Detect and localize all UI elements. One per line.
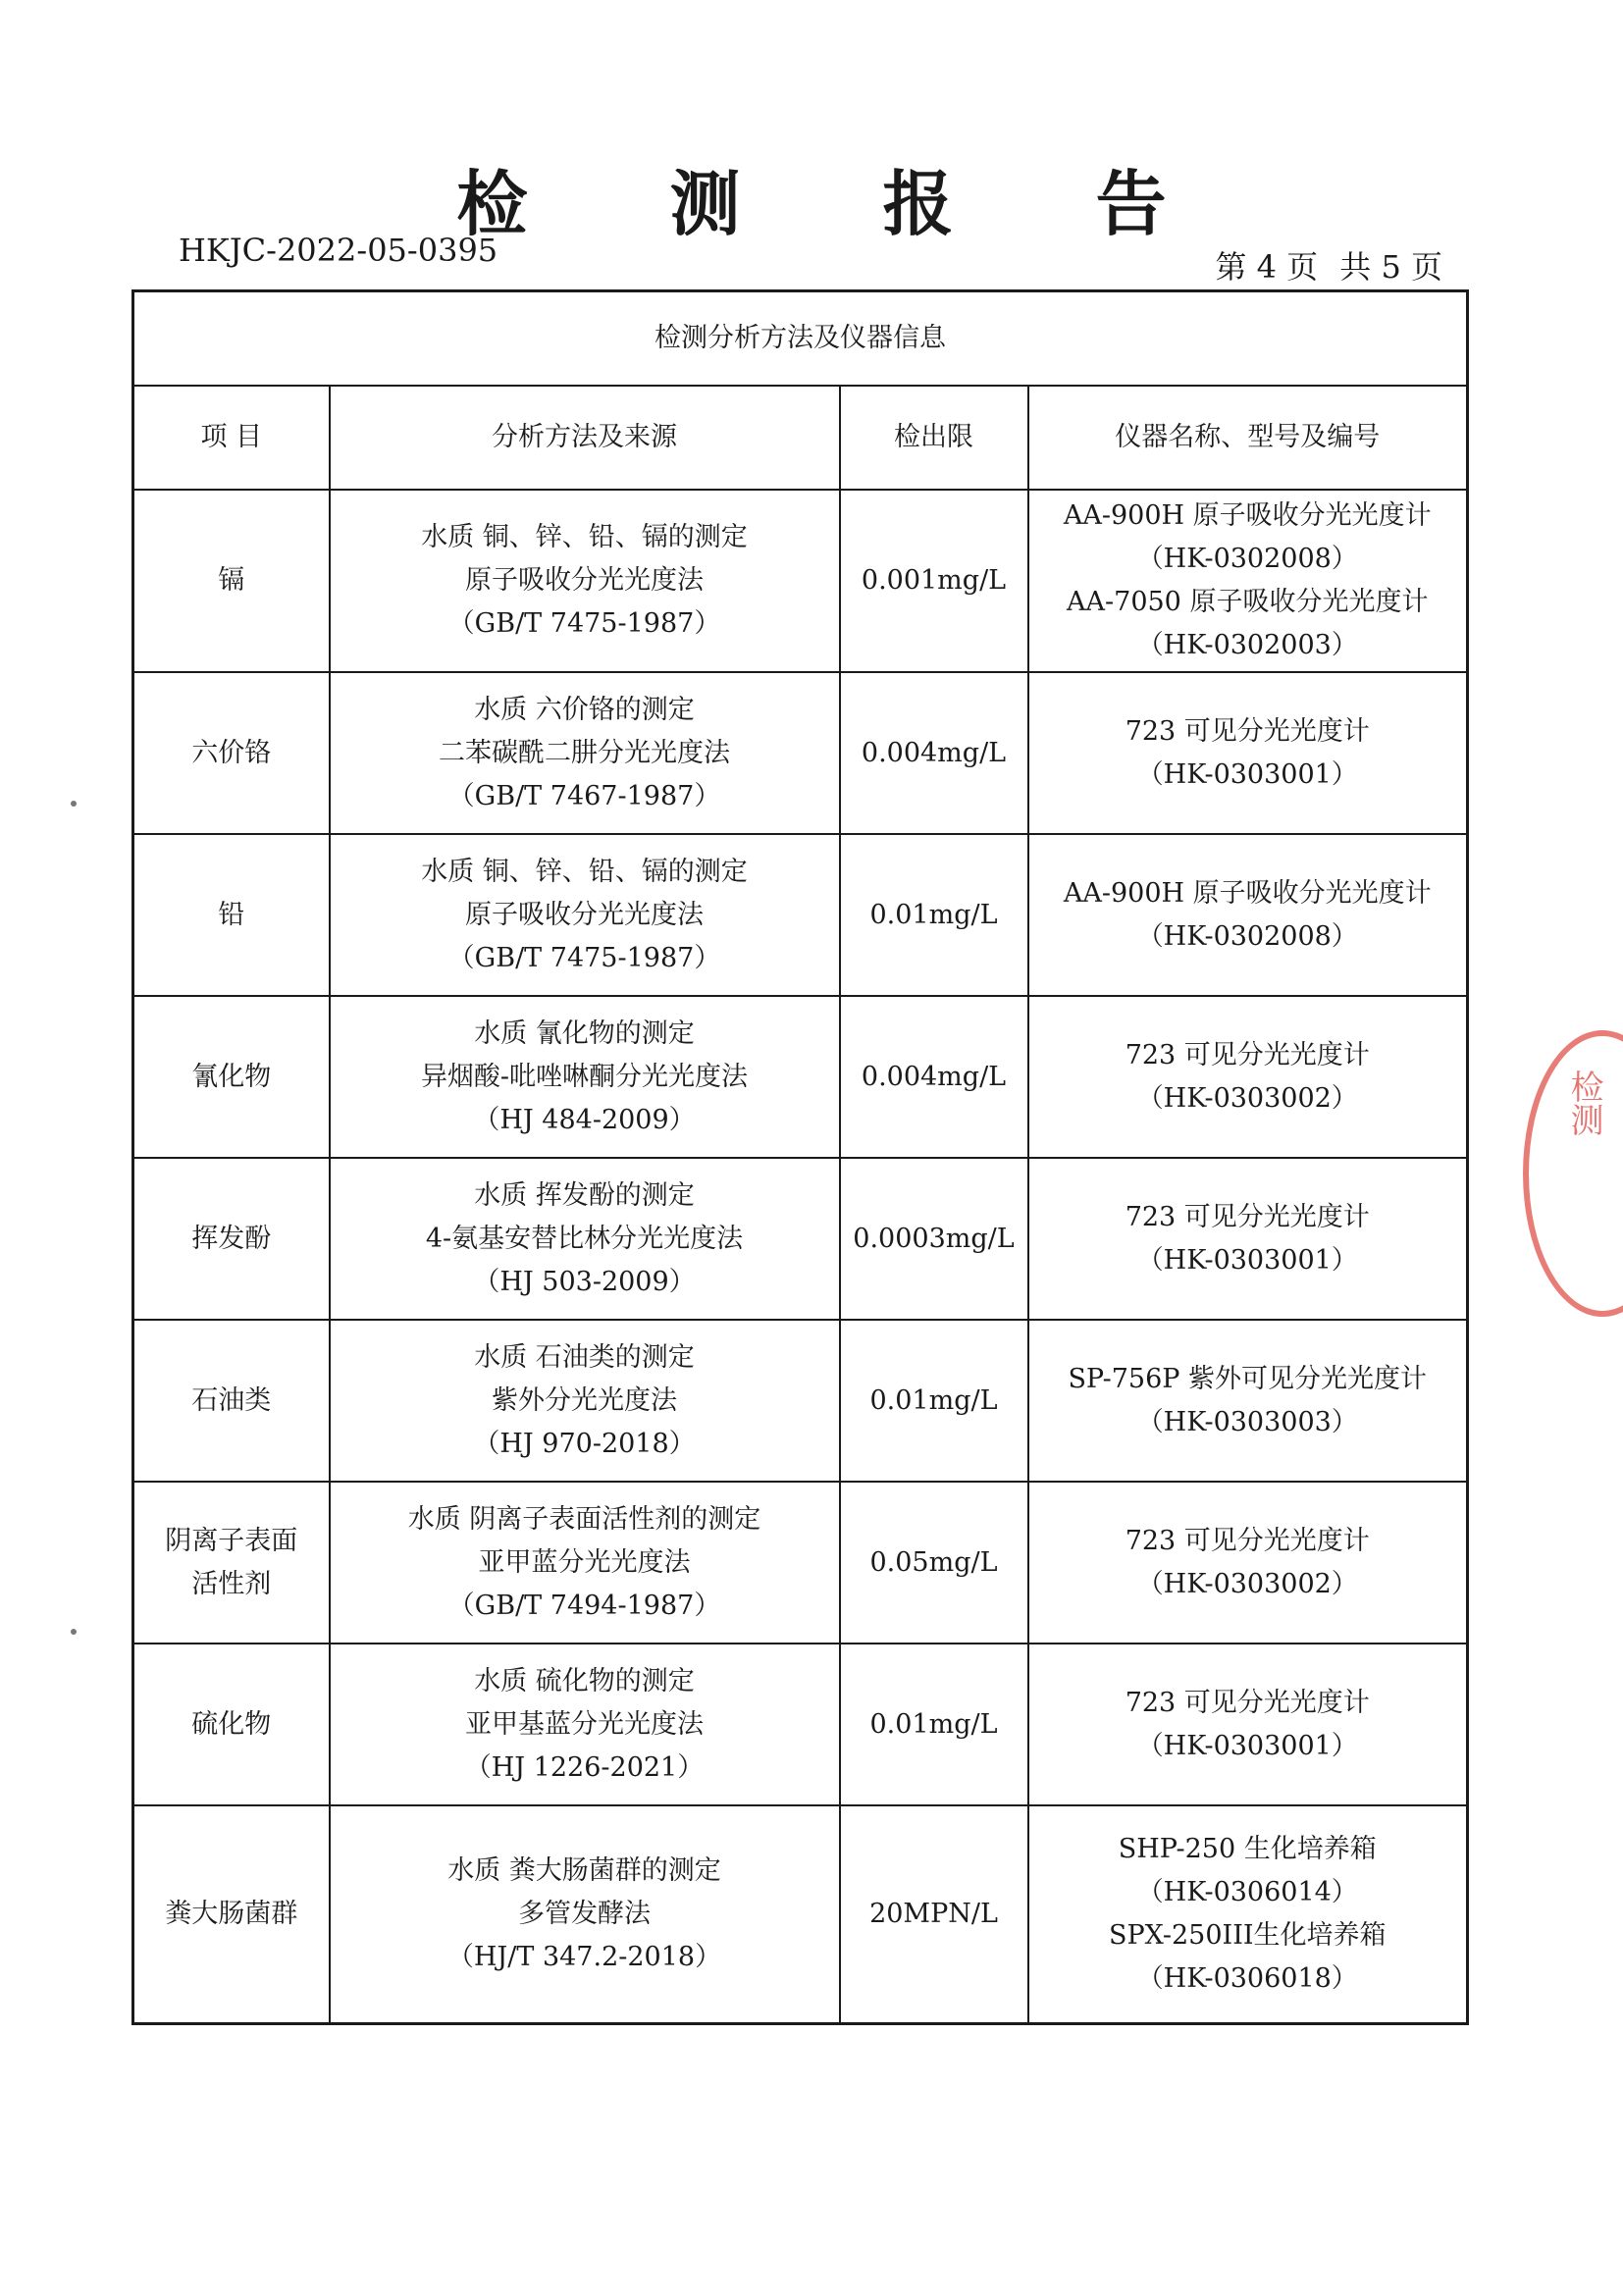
item-cell-line: 镉 — [218, 565, 245, 596]
instrument-cell-line: SP-756P 紫外可见分光光度计 — [1068, 1363, 1428, 1394]
limit-cell: 20MPN/L — [840, 1805, 1028, 2023]
instrument-cell-line: 723 可见分光光度计 — [1125, 1039, 1370, 1070]
method-cell-line: 异烟酸-吡唑啉酮分光光度法 — [420, 1061, 749, 1092]
method-cell-line: （GB/T 7467-1987） — [447, 780, 721, 811]
instrument-cell-line: AA-900H 原子吸收分光光度计 — [1063, 500, 1432, 531]
instrument-cell-line: （HK-0302008） — [1136, 544, 1358, 574]
item-cell-line: 硫化物 — [191, 1708, 272, 1740]
page-current: 第 4 页 — [1215, 248, 1319, 286]
item-cell — [133, 1320, 330, 1482]
limit-cell: 0.01mg/L — [840, 1320, 1028, 1482]
item-cell — [133, 834, 330, 996]
item-cell — [133, 996, 330, 1158]
instrument-cell-line: 723 可见分光光度计 — [1125, 1687, 1370, 1718]
report-number: HKJC-2022-05-0395 — [179, 232, 498, 269]
instrument-cell-line: （HK-0303001） — [1136, 1730, 1358, 1761]
instrument-cell-line: AA-900H 原子吸收分光光度计 — [1063, 877, 1432, 909]
item-cell-line: 活性剂 — [191, 1568, 272, 1599]
method-cell-line: 水质 硫化物的测定 — [474, 1665, 695, 1696]
method-cell-line: 水质 铜、锌、铅、镉的测定 — [421, 522, 748, 552]
scan-mark — [71, 801, 77, 807]
instrument-cell-line: （HK-0303001） — [1136, 758, 1358, 790]
method-cell-line: 水质 粪大肠菌群的测定 — [447, 1854, 721, 1886]
scan-mark — [71, 1629, 77, 1635]
method-cell — [330, 1158, 840, 1320]
table-header-row — [133, 386, 1468, 490]
method-cell — [330, 996, 840, 1158]
limit-cell: 0.004mg/L — [840, 672, 1028, 834]
limit-cell: 0.01mg/L — [840, 1644, 1028, 1805]
method-cell-line: 水质 六价铬的测定 — [474, 694, 695, 725]
instrument-cell-line: （HK-0302008） — [1136, 920, 1358, 952]
item-cell-line: 粪大肠菌群 — [165, 1898, 298, 1929]
item-cell-line: 石油类 — [191, 1384, 272, 1416]
instrument-cell — [1028, 834, 1468, 996]
header-item: 项 目 — [133, 386, 330, 490]
item-cell-line: 铅 — [218, 899, 245, 930]
method-cell-line: （GB/T 7475-1987） — [447, 942, 721, 973]
table-row — [133, 996, 1468, 1158]
table-row — [133, 1158, 1468, 1320]
method-cell-line: 原子吸收分光光度法 — [465, 565, 704, 596]
page-total: 共 5 页 — [1339, 248, 1442, 286]
method-cell-line: （GB/T 7494-1987） — [447, 1590, 721, 1621]
method-cell — [330, 672, 840, 834]
method-instrument-table — [131, 289, 1469, 2025]
limit-cell: 0.004mg/L — [840, 996, 1028, 1158]
stamp-text: 检测 — [1564, 1070, 1603, 1136]
item-cell — [133, 490, 330, 672]
item-cell — [133, 672, 330, 834]
limit-cell: 0.0003mg/L — [840, 1158, 1028, 1320]
method-cell — [330, 490, 840, 672]
header-method: 分析方法及来源 — [330, 386, 840, 490]
instrument-cell-line: （HK-0303002） — [1136, 1568, 1358, 1599]
instrument-cell — [1028, 1320, 1468, 1482]
method-cell-line: （HJ 970-2018） — [473, 1428, 696, 1459]
instrument-cell — [1028, 1482, 1468, 1644]
method-cell-line: 4-氨基安替比林分光光度法 — [425, 1223, 744, 1254]
method-cell — [330, 1320, 840, 1482]
method-cell-line: 水质 挥发酚的测定 — [474, 1179, 695, 1211]
method-cell-line: （HJ 503-2009） — [473, 1266, 696, 1297]
instrument-cell-line: 723 可见分光光度计 — [1125, 715, 1370, 747]
limit-cell: 0.001mg/L — [840, 490, 1028, 672]
item-cell — [133, 1482, 330, 1644]
header-limit: 检出限 — [840, 386, 1028, 490]
method-cell — [330, 1644, 840, 1805]
method-cell — [330, 1805, 840, 2023]
instrument-cell-line: 723 可见分光光度计 — [1125, 1525, 1370, 1556]
instrument-cell — [1028, 1158, 1468, 1320]
method-cell-line: （GB/T 7475-1987） — [447, 608, 721, 639]
instrument-cell-line: （HK-0303001） — [1136, 1244, 1358, 1276]
method-cell-line: （HJ 484-2009） — [473, 1104, 696, 1135]
item-cell — [133, 1805, 330, 2023]
instrument-cell-line: （HK-0306018） — [1136, 1962, 1358, 1994]
method-cell — [330, 1482, 840, 1644]
instrument-cell-line: （HK-0306014） — [1136, 1876, 1358, 1907]
method-cell-line: 紫外分光光度法 — [492, 1384, 677, 1416]
instrument-cell-line: SPX-250III生化培养箱 — [1108, 1919, 1387, 1951]
item-cell — [133, 1644, 330, 1805]
instrument-cell — [1028, 490, 1468, 672]
table-row — [133, 834, 1468, 996]
header-instrument: 仪器名称、型号及编号 — [1028, 386, 1468, 490]
limit-cell: 0.05mg/L — [840, 1482, 1028, 1644]
instrument-cell-line: AA-7050 原子吸收分光光度计 — [1067, 587, 1429, 617]
item-cell-line: 氰化物 — [191, 1061, 272, 1092]
method-cell-line: 水质 铜、锌、铅、镉的测定 — [421, 856, 748, 887]
method-cell-line: 水质 氰化物的测定 — [474, 1018, 695, 1049]
item-cell-line: 挥发酚 — [191, 1223, 272, 1254]
table-row — [133, 1320, 1468, 1482]
item-cell-line: 六价铬 — [191, 737, 272, 768]
method-cell-line: （HJ/T 347.2-2018） — [446, 1941, 722, 1972]
instrument-cell — [1028, 996, 1468, 1158]
instrument-cell — [1028, 1644, 1468, 1805]
table-row — [133, 1805, 1468, 2023]
table-row — [133, 1482, 1468, 1644]
table-row — [133, 672, 1468, 834]
method-cell-line: 水质 阴离子表面活性剂的测定 — [407, 1503, 761, 1535]
page-indicator — [1203, 242, 1442, 287]
instrument-cell — [1028, 1805, 1468, 2023]
item-cell — [133, 1158, 330, 1320]
table-caption: 检测分析方法及仪器信息 — [133, 291, 1468, 387]
instrument-cell-line: （HK-0303002） — [1136, 1082, 1358, 1114]
table-caption-row — [133, 291, 1468, 387]
method-cell-line: 水质 石油类的测定 — [474, 1341, 695, 1373]
method-cell — [330, 834, 840, 996]
instrument-cell-line: （HK-0303003） — [1136, 1406, 1358, 1437]
method-cell-line: 原子吸收分光光度法 — [465, 899, 704, 930]
item-cell-line: 阴离子表面 — [165, 1525, 298, 1556]
table-row — [133, 490, 1468, 672]
instrument-cell-line: 723 可见分光光度计 — [1125, 1201, 1370, 1232]
method-cell-line: （HJ 1226-2021） — [464, 1751, 705, 1783]
instrument-cell-line: （HK-0302003） — [1136, 630, 1358, 660]
method-cell-line: 二苯碳酰二肼分光光度法 — [439, 737, 730, 768]
instrument-cell — [1028, 672, 1468, 834]
instrument-cell-line: SHP-250 生化培养箱 — [1118, 1833, 1377, 1864]
method-cell-line: 亚甲基蓝分光光度法 — [465, 1708, 704, 1740]
method-cell-line: 亚甲蓝分光光度法 — [478, 1546, 691, 1578]
method-cell-line: 多管发酵法 — [518, 1898, 651, 1929]
report-title: 检 测 报 告 — [456, 162, 1226, 245]
table-row — [133, 1644, 1468, 1805]
limit-cell: 0.01mg/L — [840, 834, 1028, 996]
